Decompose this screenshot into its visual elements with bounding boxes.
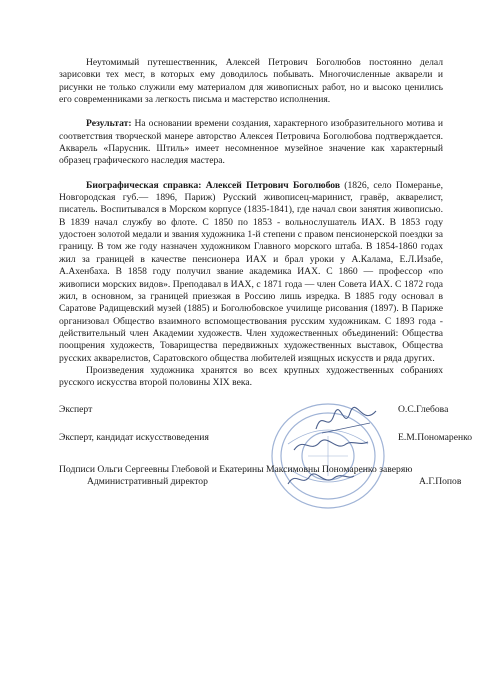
director-name: А.Г.Попов (419, 476, 462, 487)
expert-2-name: Е.М.Пономаренко (398, 432, 473, 443)
result-label: Результат: (86, 118, 132, 130)
signature-row-expert-2 (59, 431, 473, 444)
signature-row-expert-1 (59, 403, 459, 416)
result-paragraph (59, 118, 443, 167)
biography-label: Биографическая справка: Алексей Петрович Боголюбов (86, 179, 341, 191)
result-text: На основании времени создания, характерного изобразительного мотива и соответствия творческой манере авторство Алексея Петровича Боголюбова подтверждается. Акварель «Парусник. Штиль» имеет несомненное музейное значение как характерный образец графического наследия мастера. (59, 118, 443, 167)
signature-row-director (59, 475, 462, 488)
intro-paragraph: Неутомимый путешественник, Алексей Петрович Боголюбов постоянно делал зарисовки тех мест, в которых ему доводилось побывать. Многочисленные акварели и рисунки не только служили ему материалом для живописных работ, но и высоко ценились его современниками за легкость письма и мастерство исполнения. (59, 57, 443, 106)
document-body (59, 57, 443, 390)
certification-text: Подписи Ольги Сергеевны Глебовой и Екатерины Максимовны Пономаренко заверяю (59, 464, 413, 475)
biography-text: (1826, село Померанье, Новгородская губ.— 1896, Париж) Русский живописец-маринист, гравёр, акварелист, писатель. Воспитывался в Морском корпусе (1835-1841), где начал свои занятия живописью. В 1839 начал службу во флоте. С 1850 по 1853 - вольнослушатель ИАХ. В 1853 году удостоен золотой медали и звания художника 1-й степени с правом пенсионерской поездки за границу. В том же году назначен художником Главного морского штаба. В 1854-1860 годах жил за границей в качестве пенсионера ИАХ и брал уроки у А.Калама, Е.Л.Изабе, А.Ахенбаха. В 1858 году получил звание академика ИАХ. С 1860 — профессор «по живописи морских видов». Преподавал в ИАХ, с 1871 года — член Совета ИАХ. С 1872 года жил, в основном, за границей приезжая в Россию лишь изредка. В 1885 году основал в Саратове Радищевский музей (1885) и Боголюбовское училище рисования (1897). В Париже организовал Общество взаимного вспомоществования русским художникам. С 1893 года - действительный член Академии художеств. Член художественных объединений: Общества поощрения художеств, Товарищества передвижных художественных выставок, Общества русских акварелистов, Саратовского общества любителей изящных искусств и ряда других. (59, 179, 443, 364)
expert-1-label: Эксперт (59, 404, 93, 415)
biography-paragraph (59, 180, 443, 365)
director-label: Административный директор (87, 476, 208, 487)
expert-2-label: Эксперт, кандидат искусствоведения (59, 432, 209, 443)
closing-paragraph: Произведения художника хранятся во всех крупных художественных собраниях русского искусства второй половины XIX века. (59, 364, 443, 389)
expert-1-name: О.С.Глебова (398, 404, 449, 415)
